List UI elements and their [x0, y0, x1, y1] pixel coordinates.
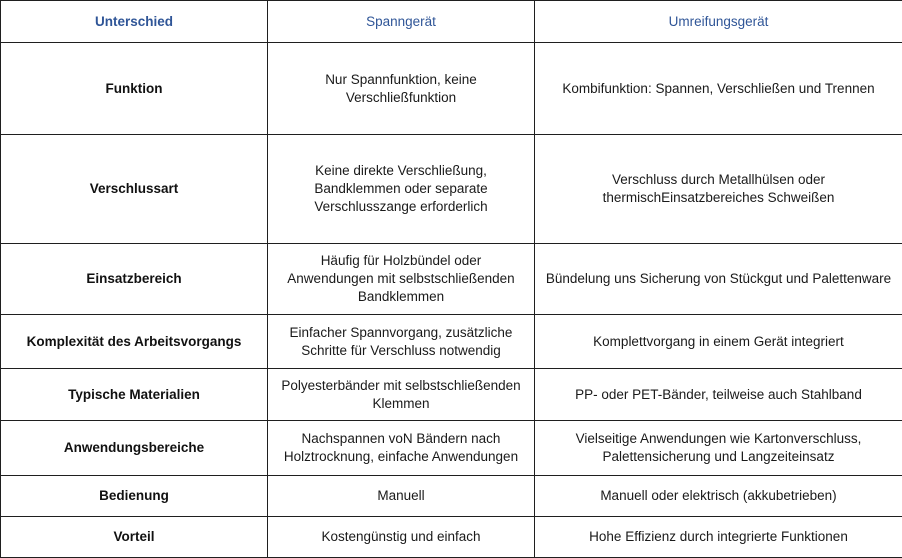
cell-umreifungsgeraet: Bündelung uns Sicherung von Stückgut und Palettenware	[535, 244, 902, 315]
row-label: Anwendungsbereiche	[1, 421, 268, 476]
table-row	[1, 135, 902, 244]
row-label: Komplexität des Arbeitsvorgangs	[1, 315, 268, 369]
table-row	[1, 369, 902, 421]
row-label: Typische Materialien	[1, 369, 268, 421]
cell-umreifungsgeraet: Verschluss durch Metallhülsen oder thermischEinsatzbereiches Schweißen	[535, 135, 902, 244]
cell-spanngeraet: Einfacher Spannvorgang, zusätzliche Schritte für Verschluss notwendig	[268, 315, 535, 369]
header-row	[1, 1, 902, 43]
cell-spanngeraet: Polyesterbänder mit selbstschließenden Klemmen	[268, 369, 535, 421]
cell-umreifungsgeraet: Manuell oder elektrisch (akkubetrieben)	[535, 476, 902, 517]
table-row	[1, 517, 902, 558]
cell-umreifungsgeraet: Komplettvorgang in einem Gerät integriert	[535, 315, 902, 369]
cell-umreifungsgeraet: Vielseitige Anwendungen wie Kartonverschluss, Palettensicherung und Langzeiteinsatz	[535, 421, 902, 476]
cell-spanngeraet: Keine direkte Verschließung, Bandklemmen oder separate Verschlusszange erforderlich	[268, 135, 535, 244]
row-label: Verschlussart	[1, 135, 268, 244]
table-row	[1, 476, 902, 517]
header-unterschied: Unterschied	[1, 1, 268, 43]
table-row	[1, 244, 902, 315]
cell-spanngeraet: Häufig für Holzbündel oder Anwendungen mit selbstschließenden Bandklemmen	[268, 244, 535, 315]
header-umreifungsgeraet: Umreifungsgerät	[535, 1, 902, 43]
row-label: Vorteil	[1, 517, 268, 558]
row-label: Einsatzbereich	[1, 244, 268, 315]
cell-umreifungsgeraet: Hohe Effizienz durch integrierte Funktionen	[535, 517, 902, 558]
cell-spanngeraet: Kostengünstig und einfach	[268, 517, 535, 558]
cell-spanngeraet: Manuell	[268, 476, 535, 517]
table-row	[1, 43, 902, 135]
cell-spanngeraet: Nur Spannfunktion, keine Verschließfunktion	[268, 43, 535, 135]
header-spanngeraet: Spanngerät	[268, 1, 535, 43]
row-label: Funktion	[1, 43, 268, 135]
cell-spanngeraet: Nachspannen voN Bändern nach Holztrocknung, einfache Anwendungen	[268, 421, 535, 476]
table-row	[1, 315, 902, 369]
cell-umreifungsgeraet: Kombifunktion: Spannen, Verschließen und Trennen	[535, 43, 902, 135]
row-label: Bedienung	[1, 476, 268, 517]
table-row	[1, 421, 902, 476]
cell-umreifungsgeraet: PP- oder PET-Bänder, teilweise auch Stahlband	[535, 369, 902, 421]
